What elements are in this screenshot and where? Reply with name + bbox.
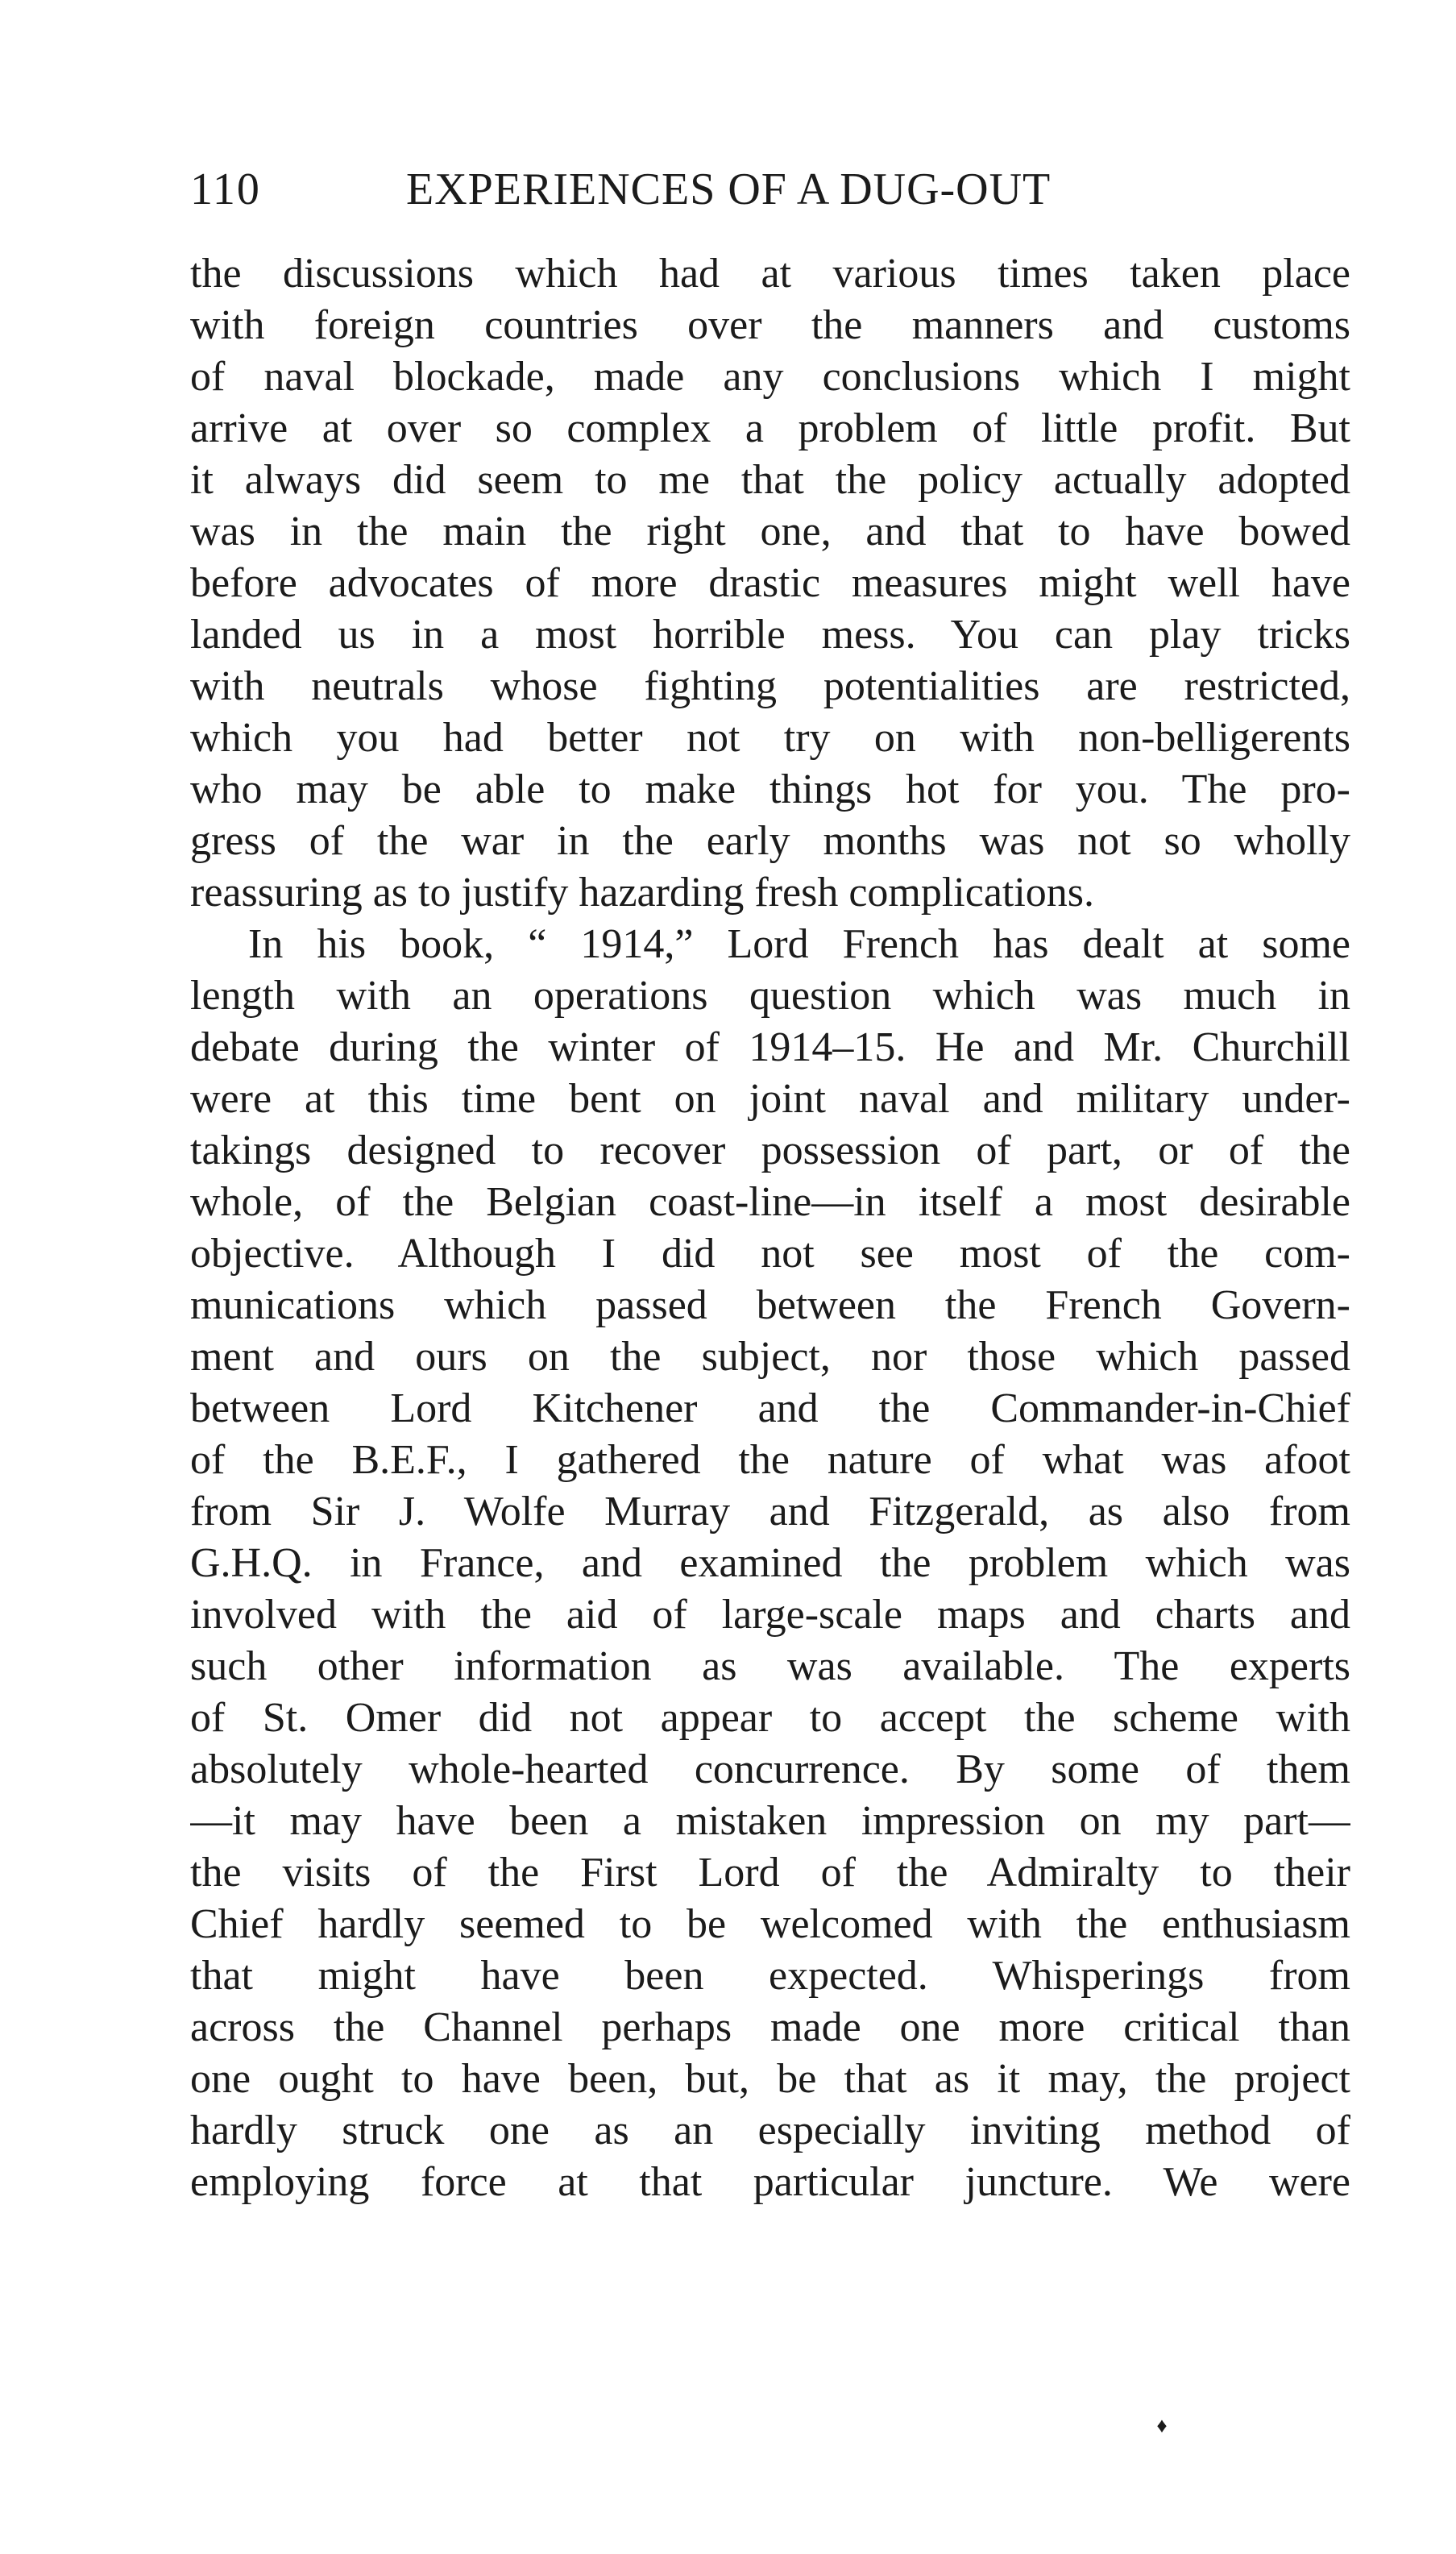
text-line: it always did seem to me that the policy actually adopted <box>190 457 1350 503</box>
paragraph-2 <box>190 919 1350 2208</box>
text-line: involved with the aid of large-scale maps and charts and <box>190 1592 1350 1638</box>
text-line: In his book, “ 1914,” Lord French has dealt at some <box>248 921 1350 967</box>
text-line: absolutely whole-hearted concurrence. By some of them <box>190 1746 1350 1792</box>
text-line: were at this time bent on joint naval and military under- <box>190 1076 1350 1122</box>
text-line: reassuring as to justify hazarding fresh complications. <box>190 870 1095 916</box>
printer-mark-diamond-icon: ♦ <box>1156 2414 1168 2437</box>
text-line: of the B.E.F., I gathered the nature of what was afoot <box>190 1437 1350 1483</box>
body-text <box>190 248 1350 2208</box>
text-line: employing force at that particular juncture. We were <box>190 2159 1350 2205</box>
text-line: of naval blockade, made any conclusions which I might <box>190 354 1350 400</box>
text-line: Chief hardly seemed to be welcomed with the enthusiasm <box>190 1901 1350 1947</box>
running-head <box>190 161 1350 218</box>
text-line: between Lord Kitchener and the Commander-in-Chief <box>190 1385 1350 1431</box>
text-line: who may be able to make things hot for you. The pro- <box>190 766 1350 812</box>
text-line: gress of the war in the early months was not so wholly <box>190 818 1350 864</box>
text-line: hardly struck one as an especially inviting method of <box>190 2108 1350 2153</box>
text-line: across the Channel perhaps made one more critical than <box>190 2004 1350 2050</box>
text-line: ment and ours on the subject, nor those which passed <box>190 1334 1350 1380</box>
text-line: debate during the winter of 1914–15. He and Mr. Churchill <box>190 1024 1350 1070</box>
text-line: length with an operations question which was much in <box>190 973 1350 1019</box>
text-line: one ought to have been, but, be that as it may, the project <box>190 2056 1350 2102</box>
text-line: whole, of the Belgian coast-line—in itself a most desirable <box>190 1179 1350 1225</box>
text-line: before advocates of more drastic measures might well have <box>190 560 1350 606</box>
text-line: —it may have been a mistaken impression on my part— <box>190 1798 1350 1844</box>
text-line: of St. Omer did not appear to accept the scheme with <box>190 1695 1350 1741</box>
text-line: that might have been expected. Whisperings from <box>190 1953 1350 1999</box>
text-line: objective. Although I did not see most of the com- <box>190 1231 1350 1277</box>
text-line: such other information as was available. The experts <box>190 1643 1350 1689</box>
text-line: the discussions which had at various times taken place <box>190 251 1350 297</box>
text-line: the visits of the First Lord of the Admiralty to their <box>190 1850 1350 1896</box>
text-line: munications which passed between the French Govern- <box>190 1282 1350 1328</box>
text-line: was in the main the right one, and that to have bowed <box>190 509 1350 554</box>
text-line: takings designed to recover possession of part, or of the <box>190 1127 1350 1173</box>
text-line: with foreign countries over the manners and customs <box>190 302 1350 348</box>
text-line: with neutrals whose fighting potentialities are restricted, <box>190 663 1350 709</box>
paragraph-1 <box>190 248 1350 919</box>
text-line: from Sir J. Wolfe Murray and Fitzgerald, as also from <box>190 1489 1350 1534</box>
page-number: 110 <box>190 164 261 214</box>
running-title: EXPERIENCES OF A DUG-OUT <box>406 164 1052 214</box>
text-line: arrive at over so complex a problem of little profit. But <box>190 405 1350 451</box>
text-line: which you had better not try on with non-belligerents <box>190 715 1350 761</box>
text-line: G.H.Q. in France, and examined the problem which was <box>190 1540 1350 1586</box>
text-line: landed us in a most horrible mess. You can play tricks <box>190 612 1350 658</box>
